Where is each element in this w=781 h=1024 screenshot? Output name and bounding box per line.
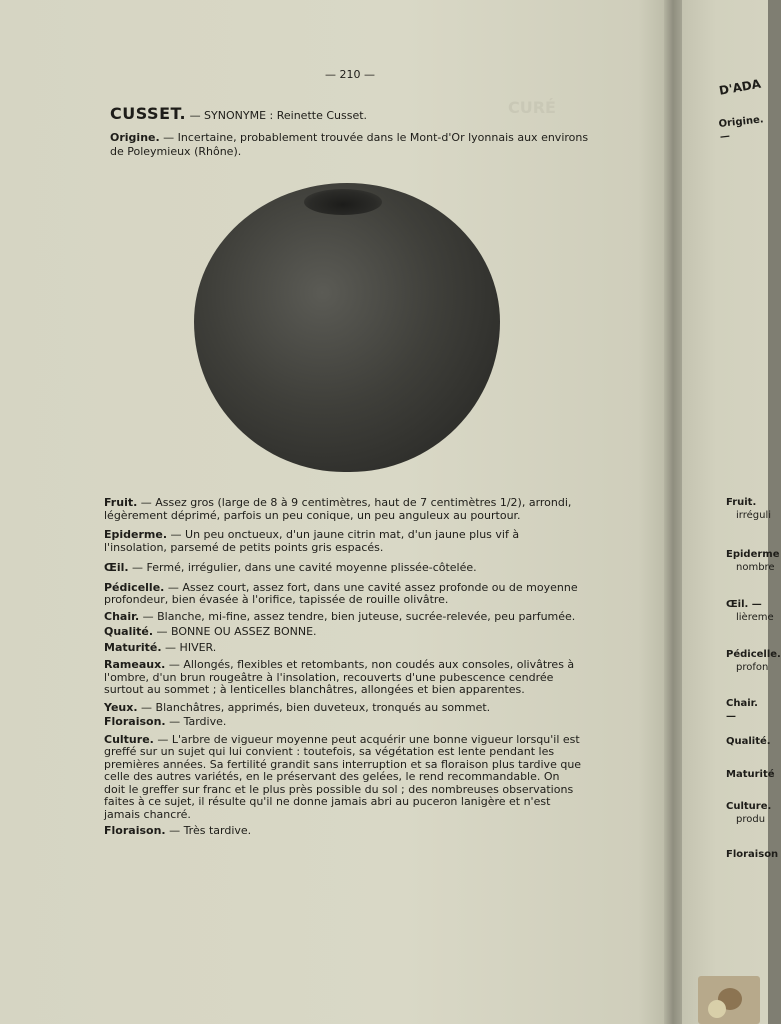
right-page-entry bbox=[726, 496, 771, 522]
thumbnail-apple-light bbox=[708, 1000, 726, 1018]
entry-text: — BONNE OU ASSEZ BONNE. bbox=[153, 625, 317, 638]
apple-stem-cavity bbox=[304, 189, 382, 215]
apple-illustration bbox=[194, 183, 500, 472]
entry-label: Maturité. bbox=[104, 640, 162, 654]
entry-label: Floraison. bbox=[104, 715, 166, 728]
entry-text: — Blanche, mi-fine, assez tendre, bien juteuse, sucrée-relevée, peu parfumée. bbox=[139, 609, 576, 623]
entry-label: Chair. bbox=[104, 609, 140, 623]
entry-label: Yeux. bbox=[104, 700, 138, 714]
origin-label: Origine. bbox=[110, 131, 160, 144]
right-entry-fragment: nombre bbox=[736, 562, 775, 573]
entry-label: Pédicelle. bbox=[104, 580, 165, 594]
description-entry bbox=[104, 659, 582, 697]
variety-heading bbox=[110, 104, 367, 123]
entry-text: — Assez gros (large de 8 à 9 centimètres, haut de 7 centimètres 1/2), arrondi, légèrement déprimé, parfois un peu conique, un peu anguleux au pourtour. bbox=[104, 496, 572, 522]
right-entry-label: Pédicelle. bbox=[726, 649, 781, 660]
right-entry-fragment: produ bbox=[736, 814, 766, 825]
description-entry bbox=[104, 642, 582, 655]
right-entry-label: Culture. bbox=[726, 801, 772, 812]
entry-label: Culture. bbox=[104, 732, 154, 746]
description-entry bbox=[104, 611, 582, 624]
right-entry-fragment: irréguli bbox=[736, 510, 771, 521]
description-entry bbox=[104, 562, 582, 575]
right-page-entry bbox=[726, 768, 775, 781]
entry-text: — Tardive. bbox=[165, 715, 227, 728]
variety-synonym: — SYNONYME : Reinette Cusset. bbox=[189, 109, 368, 122]
right-entry-fragment: lièreme bbox=[736, 612, 774, 623]
description-entry bbox=[104, 626, 582, 639]
right-entry-label: Qualité. bbox=[726, 736, 771, 747]
right-entry-label: Fruit. bbox=[726, 497, 757, 508]
right-page-entry bbox=[726, 800, 771, 826]
description-entry bbox=[104, 497, 582, 522]
description-entry bbox=[104, 702, 582, 715]
entry-label: Epiderme. bbox=[104, 528, 168, 541]
entry-text: — L'arbre de vigueur moyenne peut acquérir une bonne vigueur lorsqu'il est greffé sur un sujet qui lui convient : toutefois, sa végétation est lente pendant les premières années. Sa fertilité grandit sans interruption et sa floraison plus tardive que celle des autres variétés, en le préservant des gelées, le rend recommandable. On doit le greffer sur franc et le plus près possible du sol ; des nombreuses observations faites à ce sujet, il résulte qu'il ne donne jamais abri au puceron lanigère et n'est jamais chancré. bbox=[104, 732, 582, 821]
bleed-through-heading: CURÉ bbox=[508, 98, 556, 117]
entry-label: Fruit. bbox=[104, 496, 138, 509]
right-page bbox=[682, 0, 781, 1024]
entry-text: — Allongés, flexibles et retombants, non coudés aux consoles, olivâtres à l'ombre, d'un brun rougeâtre à l'insolation, recouverts d'une pubescence cendrée surtout au sommet ; à lenticelles blanchâtres, allongées et bien apparentes. bbox=[104, 658, 575, 696]
entry-text: — Blanchâtres, apprimés, bien duveteux, tronqués au sommet. bbox=[137, 700, 491, 714]
right-page-entry bbox=[726, 735, 771, 748]
right-page-entry bbox=[726, 848, 778, 861]
apples-thumbnail[interactable] bbox=[698, 976, 760, 1024]
description-entry bbox=[104, 825, 582, 838]
right-page-entry bbox=[726, 648, 781, 674]
right-entry-fragment: profon bbox=[736, 662, 769, 673]
right-page-entry bbox=[726, 598, 774, 624]
description-entry bbox=[104, 734, 582, 822]
right-entry-label: Chair. — bbox=[726, 698, 758, 722]
entry-text: — HIVER. bbox=[161, 640, 217, 654]
origin-paragraph bbox=[110, 131, 590, 159]
right-page-entry bbox=[726, 548, 780, 574]
right-page-entry bbox=[726, 697, 768, 723]
entry-label: Œil. bbox=[104, 561, 129, 574]
entry-text: — Un peu onctueux, d'un jaune citrin mat, d'un jaune plus vif à l'insolation, parsemé de petits points gris espacés. bbox=[104, 528, 520, 554]
right-origin-label: Origine. — bbox=[718, 114, 765, 143]
entry-text: — Assez court, assez fort, dans une cavité assez profonde ou de moyenne profondeur, bien évasée à l'orifice, tapissée de rouille olivâtre. bbox=[104, 580, 578, 606]
book-gutter bbox=[664, 0, 684, 1024]
entry-text: — Très tardive. bbox=[165, 824, 252, 837]
variety-title: CUSSET. bbox=[110, 104, 187, 123]
description-entry bbox=[104, 716, 582, 729]
right-entry-label: Epiderme bbox=[726, 549, 780, 560]
description-entry bbox=[104, 582, 582, 607]
entry-label: Floraison. bbox=[104, 824, 166, 837]
right-entry-label: Floraison bbox=[726, 849, 779, 860]
right-entry-label: Œil. — bbox=[726, 599, 762, 610]
entry-text: — Fermé, irrégulier, dans une cavité moyenne plissée-côtelée. bbox=[128, 561, 477, 574]
right-entry-label: Maturité bbox=[726, 769, 775, 780]
origin-text: — Incertaine, probablement trouvée dans le Mont-d'Or lyonnais aux environs de Poleymieux (Rhône). bbox=[110, 131, 589, 158]
entry-label: Rameaux. bbox=[104, 658, 166, 671]
entry-label: Qualité. bbox=[104, 625, 154, 638]
description-entry bbox=[104, 529, 582, 554]
page-number: — 210 — bbox=[325, 68, 375, 81]
right-page-title: D'ADA bbox=[718, 76, 762, 98]
description-list bbox=[104, 497, 582, 838]
